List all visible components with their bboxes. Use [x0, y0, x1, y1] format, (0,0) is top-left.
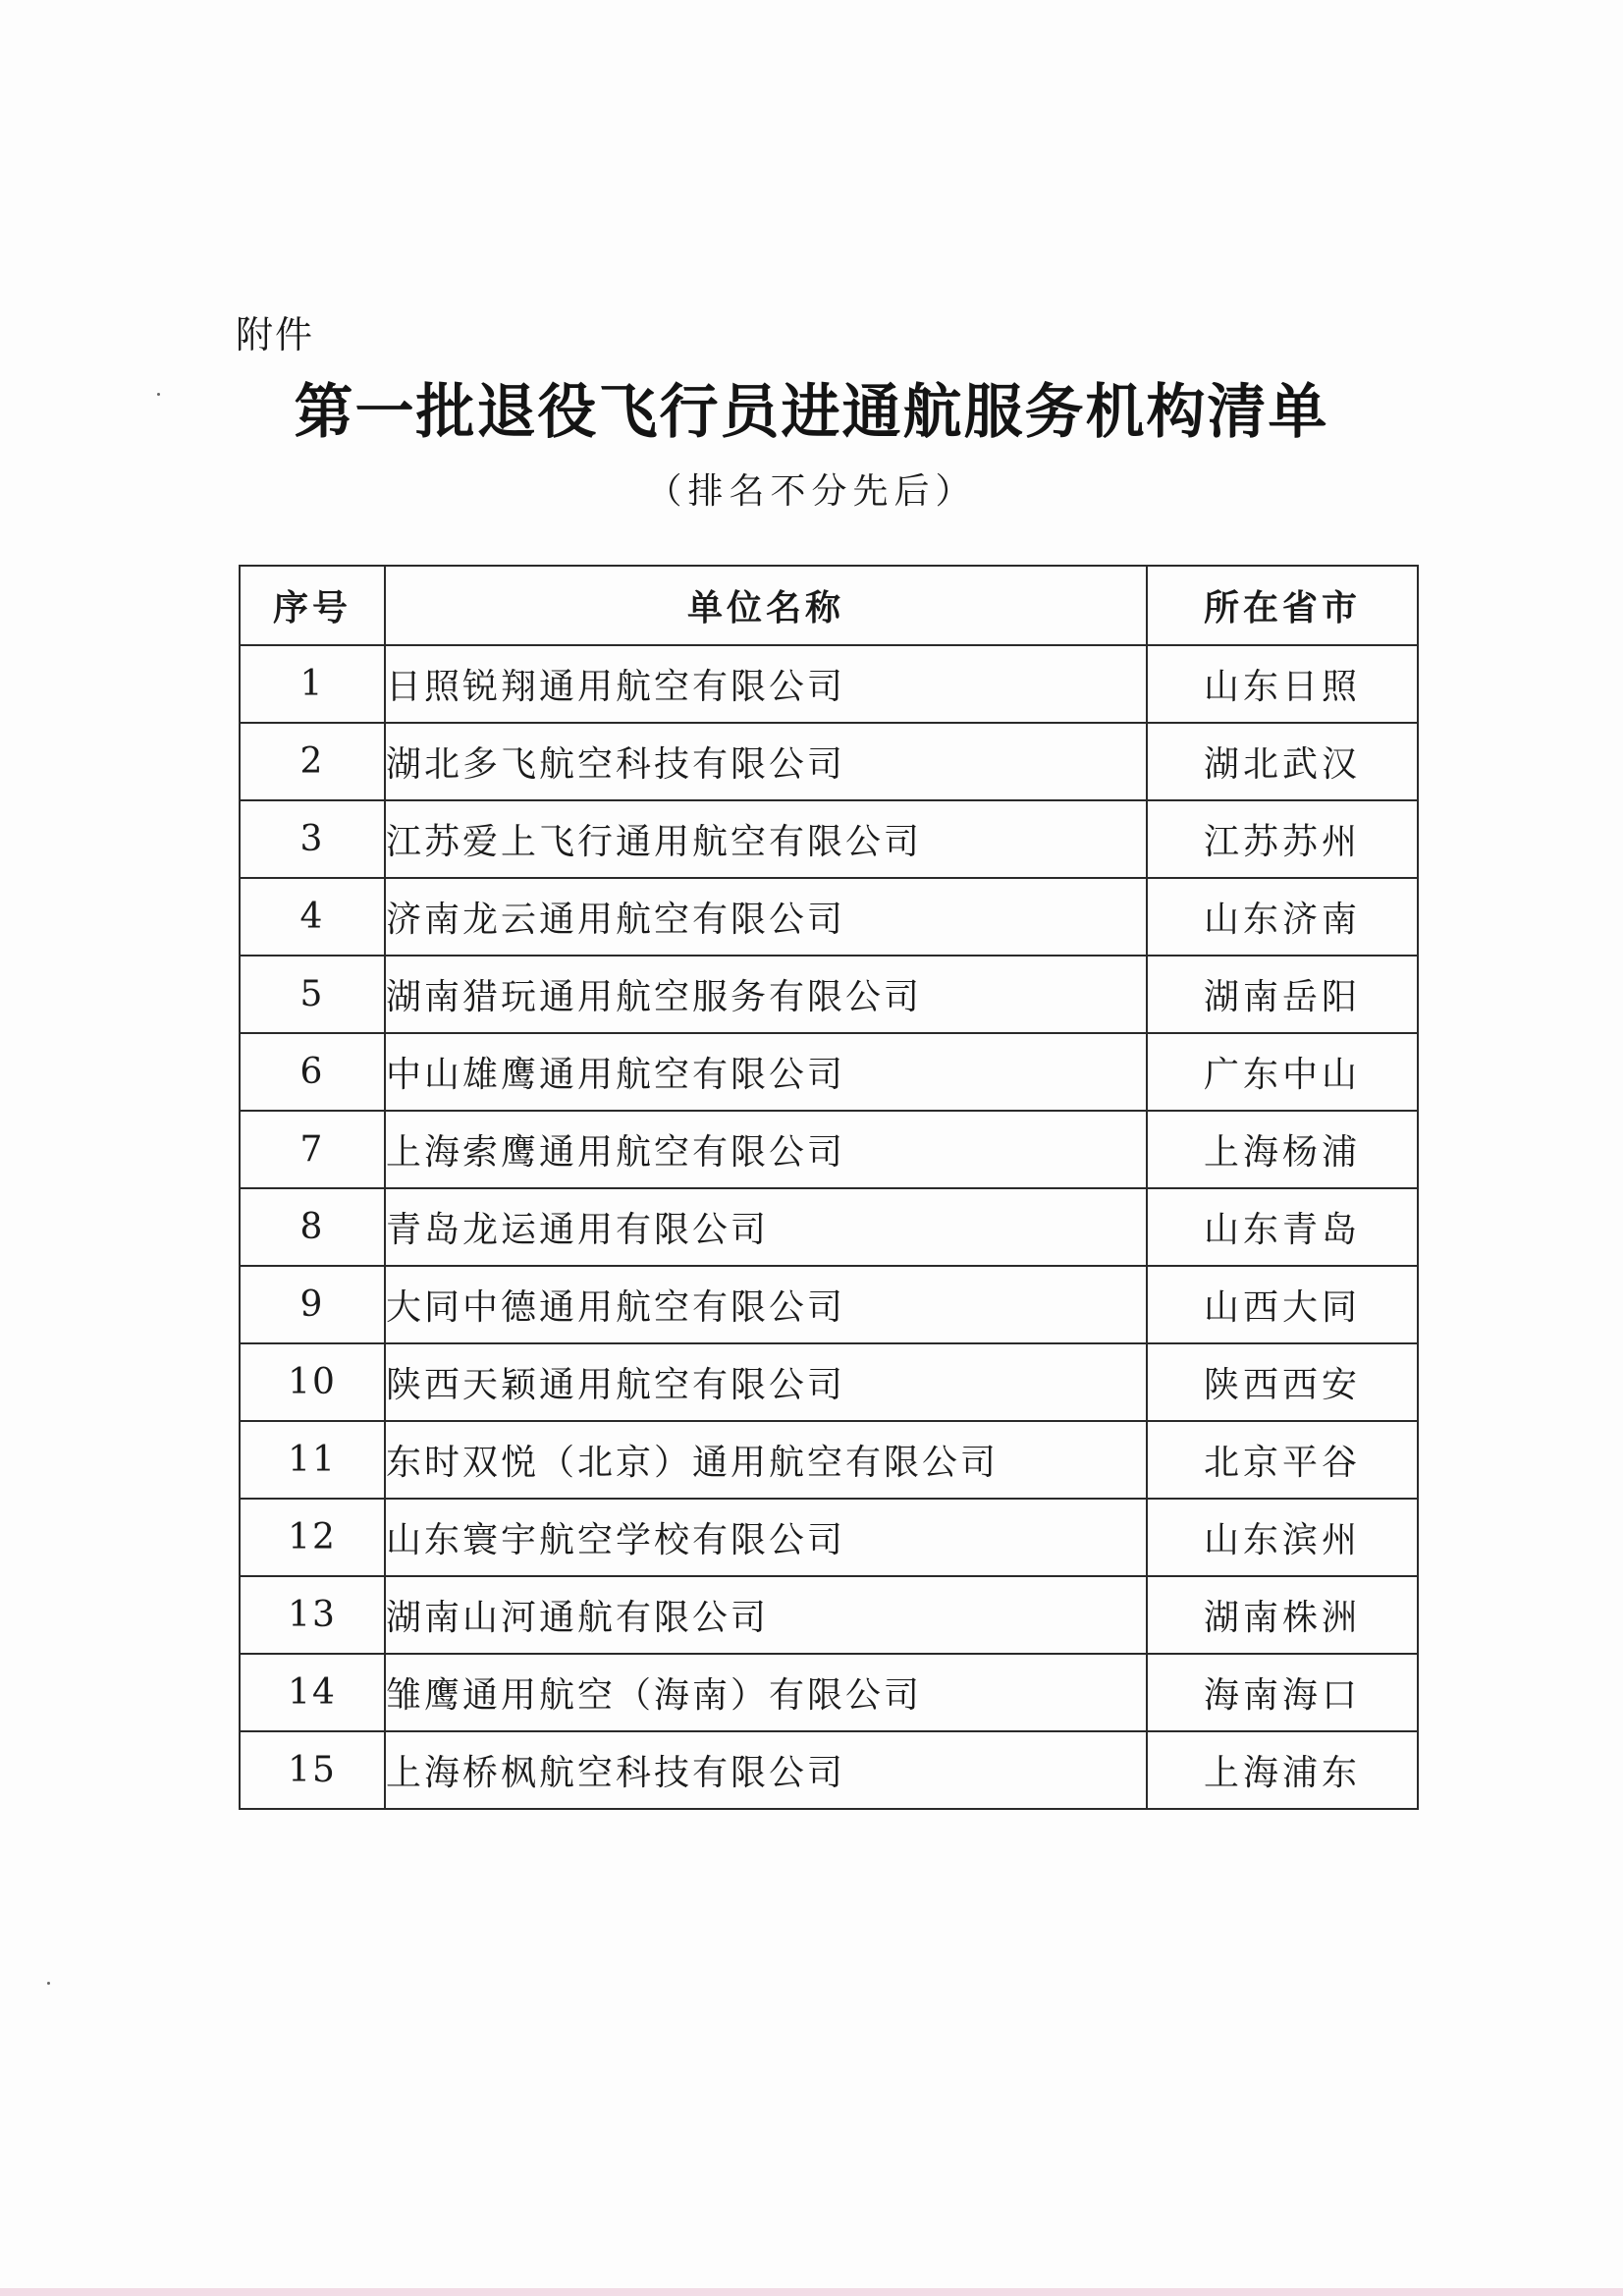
row-institution-name: 青岛龙运通用有限公司: [385, 1188, 1147, 1266]
row-number: 9: [240, 1266, 385, 1343]
row-institution-name: 雏鹰通用航空（海南）有限公司: [385, 1654, 1147, 1731]
table-row: [240, 1343, 1418, 1421]
table-row: [240, 1499, 1418, 1576]
table-row: [240, 1654, 1418, 1731]
document-title: 第一批退役飞行员进通航服务机构清单: [294, 378, 1329, 447]
row-institution-name: 济南龙云通用航空有限公司: [385, 878, 1147, 956]
table-row: [240, 723, 1418, 800]
table-row: [240, 1421, 1418, 1499]
table-row: [240, 878, 1418, 956]
row-number: 7: [240, 1111, 385, 1188]
row-institution-name: 中山雄鹰通用航空有限公司: [385, 1033, 1147, 1111]
row-institution-name: 上海索鹰通用航空有限公司: [385, 1111, 1147, 1188]
row-location: 广东中山: [1147, 1033, 1418, 1111]
table-row: [240, 1033, 1418, 1111]
row-institution-name: 湖北多飞航空科技有限公司: [385, 723, 1147, 800]
table-header-row: [240, 566, 1418, 645]
row-institution-name: 湖南猎玩通用航空服务有限公司: [385, 956, 1147, 1033]
row-number: 2: [240, 723, 385, 800]
table-row: [240, 1111, 1418, 1188]
row-number: 14: [240, 1654, 385, 1731]
row-location: 江苏苏州: [1147, 800, 1418, 878]
row-institution-name: 东时双悦（北京）通用航空有限公司: [385, 1421, 1147, 1499]
row-location: 山东青岛: [1147, 1188, 1418, 1266]
row-number: 4: [240, 878, 385, 956]
row-institution-name: 山东寰宇航空学校有限公司: [385, 1499, 1147, 1576]
document-subtitle: （排名不分先后）: [646, 471, 977, 512]
row-location: 上海杨浦: [1147, 1111, 1418, 1188]
row-number: 1: [240, 645, 385, 723]
row-institution-name: 湖南山河通航有限公司: [385, 1576, 1147, 1654]
scan-edge-mark: [0, 2288, 1623, 2296]
row-institution-name: 江苏爱上飞行通用航空有限公司: [385, 800, 1147, 878]
row-institution-name: 大同中德通用航空有限公司: [385, 1266, 1147, 1343]
table-row: [240, 800, 1418, 878]
row-location: 湖南岳阳: [1147, 956, 1418, 1033]
table-row: [240, 1188, 1418, 1266]
row-number: 8: [240, 1188, 385, 1266]
row-location: 湖北武汉: [1147, 723, 1418, 800]
scan-speck: [157, 393, 160, 396]
row-number: 10: [240, 1343, 385, 1421]
row-location: 山西大同: [1147, 1266, 1418, 1343]
table-row: [240, 1576, 1418, 1654]
attachment-label: 附件: [236, 313, 315, 356]
table-row: [240, 645, 1418, 723]
row-number: 6: [240, 1033, 385, 1111]
row-institution-name: 陕西天颖通用航空有限公司: [385, 1343, 1147, 1421]
institution-table: [239, 565, 1419, 1810]
row-location: 海南海口: [1147, 1654, 1418, 1731]
row-institution-name: 日照锐翔通用航空有限公司: [385, 645, 1147, 723]
table-row: [240, 1731, 1418, 1809]
header-institution-name: 单位名称: [385, 566, 1147, 645]
row-location: 上海浦东: [1147, 1731, 1418, 1809]
row-location: 北京平谷: [1147, 1421, 1418, 1499]
row-institution-name: 上海桥枫航空科技有限公司: [385, 1731, 1147, 1809]
scan-speck: [47, 1982, 50, 1985]
header-number: 序号: [240, 566, 385, 645]
row-location: 山东济南: [1147, 878, 1418, 956]
row-location: 山东日照: [1147, 645, 1418, 723]
row-location: 陕西西安: [1147, 1343, 1418, 1421]
row-location: 湖南株洲: [1147, 1576, 1418, 1654]
row-number: 3: [240, 800, 385, 878]
row-location: 山东滨州: [1147, 1499, 1418, 1576]
row-number: 13: [240, 1576, 385, 1654]
row-number: 15: [240, 1731, 385, 1809]
table-row: [240, 1266, 1418, 1343]
row-number: 11: [240, 1421, 385, 1499]
row-number: 5: [240, 956, 385, 1033]
table-row: [240, 956, 1418, 1033]
row-number: 12: [240, 1499, 385, 1576]
header-location: 所在省市: [1147, 566, 1418, 645]
